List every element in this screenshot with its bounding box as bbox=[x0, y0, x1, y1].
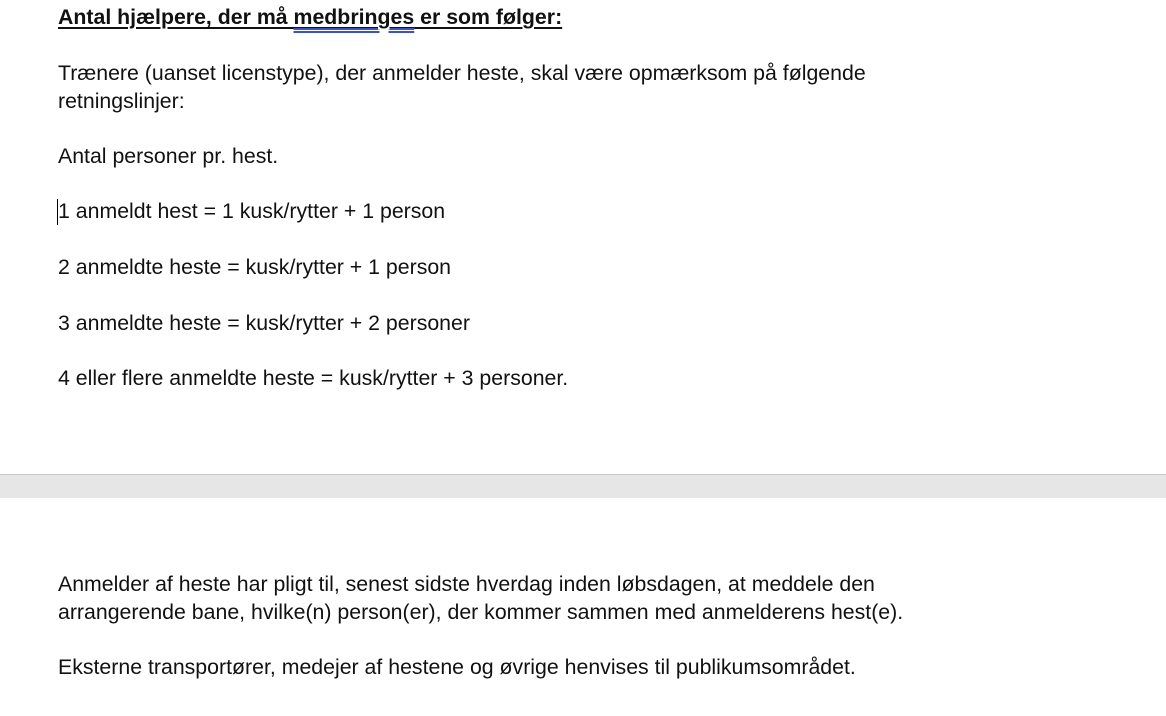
notice-paragraph-line-2[interactable]: arrangerende bane, hvilke(n) person(er), der kommer sammen med anmelderens hest(e). bbox=[58, 600, 904, 624]
spellcheck-flagged-word[interactable]: medbringes bbox=[293, 5, 415, 29]
notice-paragraph-line-1[interactable]: Anmelder af heste har pligt til, senest sidste hverdag inden løbsdagen, at meddele den bbox=[58, 572, 875, 596]
rule-line-1[interactable]: 1 anmeldt hest = 1 kusk/rytter + 1 person bbox=[58, 199, 446, 223]
persons-per-horse-label[interactable]: Antal personer pr. hest. bbox=[58, 144, 279, 168]
intro-text-line-1[interactable]: Trænere (uanset licenstype), der anmelder heste, skal være opmærksom på følgende bbox=[58, 61, 866, 85]
rule-line-2[interactable]: 2 anmeldte heste = kusk/rytter + 1 person bbox=[58, 255, 452, 279]
heading-text-end[interactable]: er som følger: bbox=[414, 5, 563, 29]
section-heading[interactable] bbox=[58, 3, 562, 31]
rule-line-3[interactable]: 3 anmeldte heste = kusk/rytter + 2 personer bbox=[58, 311, 470, 335]
intro-text-line-2[interactable]: retningslinjer: bbox=[58, 89, 185, 113]
page-break-gap bbox=[0, 474, 1166, 499]
public-area-paragraph[interactable]: Eksterne transportører, medejer af hestene og øvrige henvises til publikumsområdet. bbox=[58, 655, 856, 679]
rule-line-4[interactable]: 4 eller flere anmeldte heste = kusk/rytter + 3 personer. bbox=[58, 366, 569, 390]
document-page-2[interactable] bbox=[0, 498, 1166, 716]
heading-text-start[interactable]: Antal hjælpere, der må bbox=[58, 5, 294, 29]
